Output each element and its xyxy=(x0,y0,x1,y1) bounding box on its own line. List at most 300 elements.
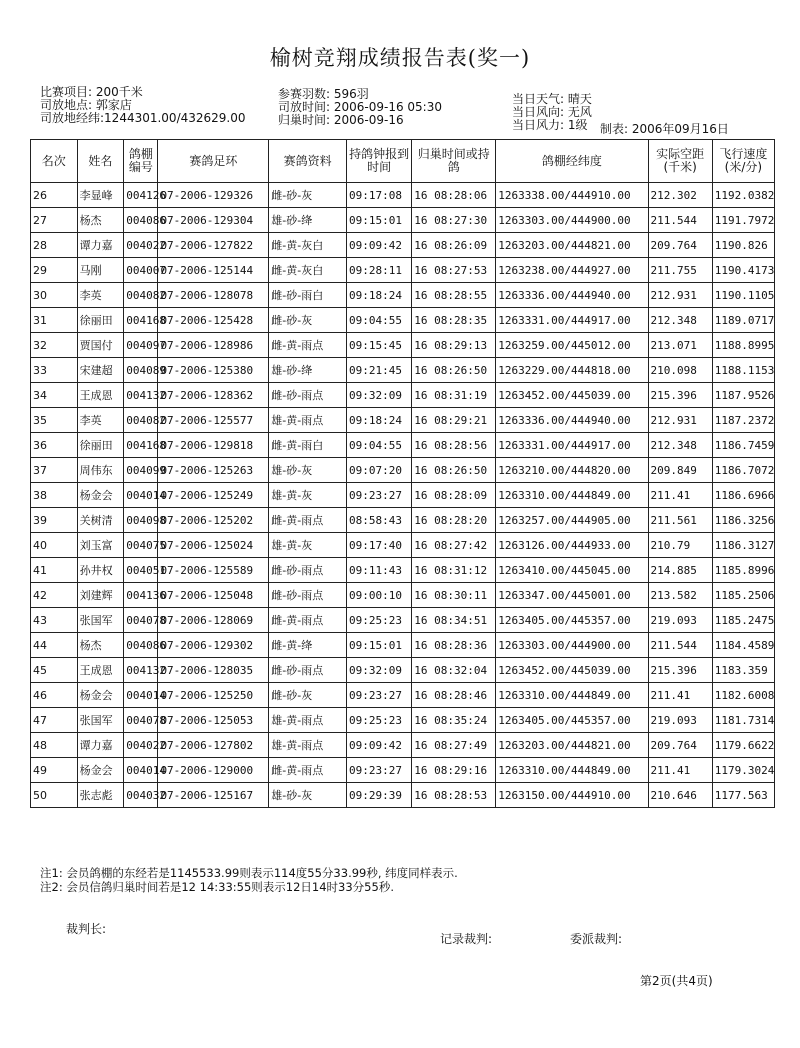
cell-pigeon-info: 雌-黄-雨白 xyxy=(269,433,347,458)
cell-speed: 1183.359 xyxy=(712,658,774,683)
table-row xyxy=(31,558,775,583)
cell-coordinates: 1263405.00/445357.00 xyxy=(496,708,648,733)
cell-loft-id: 004078 xyxy=(124,608,158,633)
cell-coordinates: 1263310.00/444849.00 xyxy=(496,758,648,783)
delegate-judge-label: 委派裁判: xyxy=(570,932,623,946)
cell-pigeon-info: 雄-黄-灰 xyxy=(269,483,347,508)
release-time: 司放时间: 2006-09-16 05:30 xyxy=(278,100,442,114)
cell-rank: 40 xyxy=(31,533,78,558)
cell-return-time: 16 08:29:21 xyxy=(412,408,496,433)
cell-rank: 31 xyxy=(31,308,78,333)
cell-ring: 07-2006-125144 xyxy=(158,258,269,283)
cell-distance: 219.093 xyxy=(648,708,712,733)
col-distance: 实际空距(千米) xyxy=(648,140,712,183)
cell-coordinates: 1263338.00/444910.00 xyxy=(496,183,648,208)
cell-loft-id: 004022 xyxy=(124,233,158,258)
table-row xyxy=(31,433,775,458)
cell-pigeon-info: 雄-砂-绛 xyxy=(269,358,347,383)
cell-return-time: 16 08:28:20 xyxy=(412,508,496,533)
cell-coordinates: 1263150.00/444910.00 xyxy=(496,783,648,808)
cell-speed: 1179.3024 xyxy=(712,758,774,783)
cell-speed: 1192.0382 xyxy=(712,183,774,208)
cell-speed: 1186.7072 xyxy=(712,458,774,483)
cell-pigeon-info: 雌-黄-灰白 xyxy=(269,258,347,283)
table-row xyxy=(31,233,775,258)
cell-pigeon-info: 雌-砂-雨点 xyxy=(269,583,347,608)
cell-coordinates: 1263452.00/445039.00 xyxy=(496,658,648,683)
note-2: 注2: 会员信鸽归巢时间若是12 14:33:55则表示12日14时33分55秒. xyxy=(40,880,394,894)
cell-name: 孙井权 xyxy=(77,558,124,583)
cell-clock-time: 09:11:43 xyxy=(347,558,412,583)
cell-ring: 07-2006-125048 xyxy=(158,583,269,608)
cell-ring: 07-2006-128069 xyxy=(158,608,269,633)
cell-coordinates: 1263347.00/445001.00 xyxy=(496,583,648,608)
cell-clock-time: 09:15:01 xyxy=(347,633,412,658)
cell-distance: 215.396 xyxy=(648,658,712,683)
cell-return-time: 16 08:27:53 xyxy=(412,258,496,283)
cell-speed: 1190.826 xyxy=(712,233,774,258)
cell-distance: 211.755 xyxy=(648,258,712,283)
cell-distance: 211.544 xyxy=(648,208,712,233)
cell-clock-time: 09:17:40 xyxy=(347,533,412,558)
cell-clock-time: 09:23:27 xyxy=(347,683,412,708)
cell-name: 刘玉富 xyxy=(77,533,124,558)
cell-name: 张国军 xyxy=(77,708,124,733)
cell-coordinates: 1263229.00/444818.00 xyxy=(496,358,648,383)
table-row xyxy=(31,658,775,683)
cell-coordinates: 1263238.00/444927.00 xyxy=(496,258,648,283)
cell-ring: 07-2006-125380 xyxy=(158,358,269,383)
cell-clock-time: 09:00:10 xyxy=(347,583,412,608)
cell-name: 关树清 xyxy=(77,508,124,533)
cell-return-time: 16 08:26:09 xyxy=(412,233,496,258)
cell-loft-id: 004022 xyxy=(124,733,158,758)
cell-return-time: 16 08:28:55 xyxy=(412,283,496,308)
cell-coordinates: 1263210.00/444820.00 xyxy=(496,458,648,483)
cell-loft-id: 004075 xyxy=(124,533,158,558)
col-return-time: 归巢时间或持鸽 xyxy=(412,140,496,183)
cell-speed: 1185.2475 xyxy=(712,608,774,633)
table-row xyxy=(31,708,775,733)
cell-coordinates: 1263310.00/444849.00 xyxy=(496,483,648,508)
cell-coordinates: 1263257.00/444905.00 xyxy=(496,508,648,533)
cell-ring: 07-2006-129326 xyxy=(158,183,269,208)
table-row xyxy=(31,258,775,283)
cell-clock-time: 09:15:01 xyxy=(347,208,412,233)
cell-rank: 48 xyxy=(31,733,78,758)
cell-loft-id: 004014 xyxy=(124,483,158,508)
cell-clock-time: 09:18:24 xyxy=(347,408,412,433)
cell-distance: 211.561 xyxy=(648,508,712,533)
cell-name: 谭力嘉 xyxy=(77,733,124,758)
cell-name: 徐丽田 xyxy=(77,308,124,333)
cell-coordinates: 1263410.00/445045.00 xyxy=(496,558,648,583)
report-title: 榆树竞翔成绩报告表(奖一) xyxy=(269,46,531,70)
cell-name: 杨金会 xyxy=(77,483,124,508)
col-rank: 名次 xyxy=(31,140,78,183)
cell-speed: 1177.563 xyxy=(712,783,774,808)
cell-speed: 1181.7314 xyxy=(712,708,774,733)
cell-speed: 1186.7459 xyxy=(712,433,774,458)
cell-return-time: 16 08:27:42 xyxy=(412,533,496,558)
cell-ring: 07-2006-128986 xyxy=(158,333,269,358)
cell-distance: 211.544 xyxy=(648,633,712,658)
table-row xyxy=(31,583,775,608)
cell-ring: 07-2006-125249 xyxy=(158,483,269,508)
race-info-right xyxy=(512,93,592,132)
cell-return-time: 16 08:32:04 xyxy=(412,658,496,683)
weather: 当日天气: 晴天 xyxy=(512,92,592,106)
release-coordinates: 司放地经纬:1244301.00/432629.00 xyxy=(40,111,246,125)
cell-clock-time: 09:17:08 xyxy=(347,183,412,208)
cell-distance: 211.41 xyxy=(648,483,712,508)
table-row xyxy=(31,533,775,558)
cell-rank: 44 xyxy=(31,633,78,658)
cell-ring: 07-2006-125589 xyxy=(158,558,269,583)
col-speed: 飞行速度(米/分) xyxy=(712,140,774,183)
table-row xyxy=(31,483,775,508)
cell-name: 刘建辉 xyxy=(77,583,124,608)
cell-clock-time: 09:09:42 xyxy=(347,733,412,758)
cell-ring: 07-2006-125428 xyxy=(158,308,269,333)
cell-loft-id: 004014 xyxy=(124,758,158,783)
cell-ring: 07-2006-125577 xyxy=(158,408,269,433)
cell-coordinates: 1263126.00/444933.00 xyxy=(496,533,648,558)
cell-speed: 1185.8996 xyxy=(712,558,774,583)
cell-speed: 1190.4173 xyxy=(712,258,774,283)
cell-name: 王成恩 xyxy=(77,658,124,683)
table-row xyxy=(31,383,775,408)
cell-speed: 1187.9526 xyxy=(712,383,774,408)
cell-pigeon-info: 雄-黄-雨点 xyxy=(269,733,347,758)
cell-distance: 211.41 xyxy=(648,758,712,783)
cell-return-time: 16 08:29:13 xyxy=(412,333,496,358)
cell-return-time: 16 08:28:35 xyxy=(412,308,496,333)
cell-pigeon-info: 雌-黄-雨点 xyxy=(269,608,347,633)
table-row xyxy=(31,458,775,483)
cell-ring: 07-2006-125202 xyxy=(158,508,269,533)
cell-ring: 07-2006-125053 xyxy=(158,708,269,733)
cell-rank: 28 xyxy=(31,233,78,258)
cell-distance: 213.071 xyxy=(648,333,712,358)
cell-clock-time: 09:21:45 xyxy=(347,358,412,383)
cell-coordinates: 1263405.00/445357.00 xyxy=(496,608,648,633)
race-project: 比赛项目: 200千米 xyxy=(40,85,143,99)
col-coordinates: 鸽棚经纬度 xyxy=(496,140,648,183)
cell-rank: 50 xyxy=(31,783,78,808)
col-ring: 赛鸽足环 xyxy=(158,140,269,183)
return-time: 归巢时间: 2006-09-16 xyxy=(278,113,404,127)
cell-coordinates: 1263303.00/444900.00 xyxy=(496,208,648,233)
cell-rank: 45 xyxy=(31,658,78,683)
cell-distance: 212.931 xyxy=(648,408,712,433)
table-row xyxy=(31,783,775,808)
cell-distance: 219.093 xyxy=(648,608,712,633)
cell-rank: 29 xyxy=(31,258,78,283)
cell-distance: 212.348 xyxy=(648,308,712,333)
cell-loft-id: 004082 xyxy=(124,283,158,308)
cell-rank: 32 xyxy=(31,333,78,358)
cell-clock-time: 09:23:27 xyxy=(347,483,412,508)
cell-ring: 07-2006-128362 xyxy=(158,383,269,408)
cell-speed: 1188.8995 xyxy=(712,333,774,358)
cell-ring: 07-2006-127822 xyxy=(158,233,269,258)
cell-speed: 1188.1153 xyxy=(712,358,774,383)
release-place: 司放地点: 郭家店 xyxy=(40,98,132,112)
cell-pigeon-info: 雌-砂-灰 xyxy=(269,308,347,333)
cell-clock-time: 09:25:23 xyxy=(347,608,412,633)
entries-count: 参赛羽数: 596羽 xyxy=(278,87,369,101)
cell-name: 张志彪 xyxy=(77,783,124,808)
cell-ring: 07-2006-129818 xyxy=(158,433,269,458)
cell-clock-time: 09:15:45 xyxy=(347,333,412,358)
cell-clock-time: 09:04:55 xyxy=(347,433,412,458)
cell-return-time: 16 08:28:46 xyxy=(412,683,496,708)
cell-pigeon-info: 雌-砂-雨点 xyxy=(269,383,347,408)
cell-coordinates: 1263331.00/444917.00 xyxy=(496,308,648,333)
cell-pigeon-info: 雌-砂-雨点 xyxy=(269,558,347,583)
cell-rank: 38 xyxy=(31,483,78,508)
cell-rank: 26 xyxy=(31,183,78,208)
cell-return-time: 16 08:31:12 xyxy=(412,558,496,583)
cell-loft-id: 004132 xyxy=(124,383,158,408)
table-row xyxy=(31,733,775,758)
table-row xyxy=(31,183,775,208)
cell-name: 李英 xyxy=(77,283,124,308)
cell-name: 宋建超 xyxy=(77,358,124,383)
cell-name: 李英 xyxy=(77,408,124,433)
cell-name: 杨金会 xyxy=(77,683,124,708)
cell-loft-id: 004007 xyxy=(124,258,158,283)
results-table xyxy=(30,139,775,808)
cell-loft-id: 004098 xyxy=(124,508,158,533)
cell-rank: 47 xyxy=(31,708,78,733)
cell-distance: 212.302 xyxy=(648,183,712,208)
cell-return-time: 16 08:30:11 xyxy=(412,583,496,608)
cell-distance: 215.396 xyxy=(648,383,712,408)
cell-distance: 209.764 xyxy=(648,233,712,258)
cell-speed: 1186.6966 xyxy=(712,483,774,508)
col-clock-time: 持鸽钟报到时间 xyxy=(347,140,412,183)
cell-distance: 210.79 xyxy=(648,533,712,558)
table-header xyxy=(31,140,775,183)
cell-name: 王成恩 xyxy=(77,383,124,408)
cell-rank: 39 xyxy=(31,508,78,533)
cell-coordinates: 1263303.00/444900.00 xyxy=(496,633,648,658)
cell-ring: 07-2006-125263 xyxy=(158,458,269,483)
cell-rank: 35 xyxy=(31,408,78,433)
cell-loft-id: 004032 xyxy=(124,783,158,808)
cell-name: 马刚 xyxy=(77,258,124,283)
wind-force: 当日风力: 1级 xyxy=(512,118,588,132)
col-name: 姓名 xyxy=(77,140,124,183)
cell-return-time: 16 08:27:30 xyxy=(412,208,496,233)
cell-coordinates: 1263259.00/445012.00 xyxy=(496,333,648,358)
cell-rank: 33 xyxy=(31,358,78,383)
table-row xyxy=(31,683,775,708)
cell-return-time: 16 08:28:56 xyxy=(412,433,496,458)
cell-pigeon-info: 雌-黄-雨点 xyxy=(269,508,347,533)
cell-rank: 46 xyxy=(31,683,78,708)
cell-rank: 43 xyxy=(31,608,78,633)
made-date: 制表: 2006年09月16日 xyxy=(600,122,729,136)
cell-speed: 1189.0717 xyxy=(712,308,774,333)
cell-distance: 209.849 xyxy=(648,458,712,483)
race-info-left xyxy=(40,86,246,125)
table-row xyxy=(31,408,775,433)
cell-clock-time: 09:28:11 xyxy=(347,258,412,283)
cell-loft-id: 004168 xyxy=(124,308,158,333)
cell-distance: 209.764 xyxy=(648,733,712,758)
cell-loft-id: 004082 xyxy=(124,408,158,433)
cell-pigeon-info: 雄-砂-灰 xyxy=(269,783,347,808)
cell-return-time: 16 08:35:24 xyxy=(412,708,496,733)
cell-speed: 1179.6622 xyxy=(712,733,774,758)
cell-clock-time: 09:07:20 xyxy=(347,458,412,483)
cell-loft-id: 004078 xyxy=(124,708,158,733)
page-number: 第2页(共4页) xyxy=(640,974,713,988)
cell-clock-time: 09:04:55 xyxy=(347,308,412,333)
cell-distance: 212.931 xyxy=(648,283,712,308)
cell-speed: 1185.2506 xyxy=(712,583,774,608)
cell-rank: 49 xyxy=(31,758,78,783)
cell-ring: 07-2006-127802 xyxy=(158,733,269,758)
cell-rank: 36 xyxy=(31,433,78,458)
cell-pigeon-info: 雄-砂-绛 xyxy=(269,208,347,233)
cell-return-time: 16 08:26:50 xyxy=(412,358,496,383)
table-row xyxy=(31,758,775,783)
cell-return-time: 16 08:31:19 xyxy=(412,383,496,408)
cell-pigeon-info: 雌-砂-雨白 xyxy=(269,283,347,308)
cell-name: 张国军 xyxy=(77,608,124,633)
cell-loft-id: 004132 xyxy=(124,658,158,683)
cell-loft-id: 004051 xyxy=(124,558,158,583)
wind-direction: 当日风向: 无风 xyxy=(512,105,592,119)
cell-loft-id: 004136 xyxy=(124,583,158,608)
table-row xyxy=(31,308,775,333)
cell-return-time: 16 08:26:50 xyxy=(412,458,496,483)
cell-distance: 212.348 xyxy=(648,433,712,458)
cell-name: 徐丽田 xyxy=(77,433,124,458)
race-info-middle xyxy=(278,88,442,127)
cell-distance: 213.582 xyxy=(648,583,712,608)
cell-pigeon-info: 雄-砂-灰 xyxy=(269,458,347,483)
cell-rank: 27 xyxy=(31,208,78,233)
cell-return-time: 16 08:29:16 xyxy=(412,758,496,783)
cell-return-time: 16 08:27:49 xyxy=(412,733,496,758)
cell-name: 贾国付 xyxy=(77,333,124,358)
cell-distance: 210.646 xyxy=(648,783,712,808)
cell-name: 周伟东 xyxy=(77,458,124,483)
cell-speed: 1182.6008 xyxy=(712,683,774,708)
chief-judge-label: 裁判长: xyxy=(66,922,107,936)
table-row xyxy=(31,333,775,358)
cell-clock-time: 09:09:42 xyxy=(347,233,412,258)
cell-clock-time: 09:25:23 xyxy=(347,708,412,733)
cell-loft-id: 004168 xyxy=(124,433,158,458)
cell-clock-time: 09:32:09 xyxy=(347,658,412,683)
cell-clock-time: 09:32:09 xyxy=(347,383,412,408)
cell-ring: 07-2006-125024 xyxy=(158,533,269,558)
table-row xyxy=(31,283,775,308)
cell-coordinates: 1263452.00/445039.00 xyxy=(496,383,648,408)
table-row xyxy=(31,508,775,533)
cell-distance: 211.41 xyxy=(648,683,712,708)
cell-name: 谭力嘉 xyxy=(77,233,124,258)
cell-coordinates: 1263336.00/444940.00 xyxy=(496,408,648,433)
cell-clock-time: 09:18:24 xyxy=(347,283,412,308)
cell-rank: 34 xyxy=(31,383,78,408)
cell-speed: 1186.3256 xyxy=(712,508,774,533)
cell-loft-id: 004014 xyxy=(124,683,158,708)
cell-ring: 07-2006-125250 xyxy=(158,683,269,708)
cell-name: 杨杰 xyxy=(77,633,124,658)
cell-ring: 07-2006-129304 xyxy=(158,208,269,233)
cell-rank: 37 xyxy=(31,458,78,483)
cell-ring: 07-2006-129302 xyxy=(158,633,269,658)
cell-loft-id: 004126 xyxy=(124,183,158,208)
cell-coordinates: 1263331.00/444917.00 xyxy=(496,433,648,458)
cell-speed: 1190.1105 xyxy=(712,283,774,308)
cell-speed: 1186.3127 xyxy=(712,533,774,558)
cell-return-time: 16 08:28:53 xyxy=(412,783,496,808)
cell-clock-time: 08:58:43 xyxy=(347,508,412,533)
cell-clock-time: 09:29:39 xyxy=(347,783,412,808)
cell-ring: 07-2006-128078 xyxy=(158,283,269,308)
cell-coordinates: 1263203.00/444821.00 xyxy=(496,233,648,258)
table-body xyxy=(31,183,775,808)
cell-ring: 07-2006-125167 xyxy=(158,783,269,808)
note-1: 注1: 会员鸽棚的东经若是1145533.99则表示114度55分33.99秒, 纬度同样表示. xyxy=(40,866,458,880)
table-row xyxy=(31,608,775,633)
cell-pigeon-info: 雌-黄-灰白 xyxy=(269,233,347,258)
cell-loft-id: 004089 xyxy=(124,358,158,383)
cell-coordinates: 1263336.00/444940.00 xyxy=(496,283,648,308)
cell-pigeon-info: 雌-黄-雨点 xyxy=(269,333,347,358)
cell-loft-id: 004099 xyxy=(124,458,158,483)
col-pigeon-info: 赛鸽资料 xyxy=(269,140,347,183)
cell-rank: 41 xyxy=(31,558,78,583)
cell-pigeon-info: 雌-黄-绛 xyxy=(269,633,347,658)
cell-speed: 1191.7972 xyxy=(712,208,774,233)
cell-name: 李显峰 xyxy=(77,183,124,208)
cell-loft-id: 004086 xyxy=(124,633,158,658)
cell-ring: 07-2006-129000 xyxy=(158,758,269,783)
cell-return-time: 16 08:28:09 xyxy=(412,483,496,508)
cell-return-time: 16 08:34:51 xyxy=(412,608,496,633)
table-row xyxy=(31,208,775,233)
cell-clock-time: 09:23:27 xyxy=(347,758,412,783)
table-row xyxy=(31,633,775,658)
cell-pigeon-info: 雌-黄-雨点 xyxy=(269,758,347,783)
cell-speed: 1184.4589 xyxy=(712,633,774,658)
cell-pigeon-info: 雌-砂-雨点 xyxy=(269,658,347,683)
cell-ring: 07-2006-128035 xyxy=(158,658,269,683)
cell-pigeon-info: 雄-黄-雨点 xyxy=(269,408,347,433)
cell-return-time: 16 08:28:36 xyxy=(412,633,496,658)
cell-rank: 30 xyxy=(31,283,78,308)
cell-distance: 214.885 xyxy=(648,558,712,583)
cell-coordinates: 1263203.00/444821.00 xyxy=(496,733,648,758)
cell-pigeon-info: 雄-黄-雨点 xyxy=(269,708,347,733)
cell-speed: 1187.2372 xyxy=(712,408,774,433)
cell-loft-id: 004086 xyxy=(124,208,158,233)
cell-distance: 210.098 xyxy=(648,358,712,383)
cell-loft-id: 004097 xyxy=(124,333,158,358)
col-loft-id: 鸽棚编号 xyxy=(124,140,158,183)
cell-name: 杨杰 xyxy=(77,208,124,233)
notes xyxy=(40,866,458,894)
